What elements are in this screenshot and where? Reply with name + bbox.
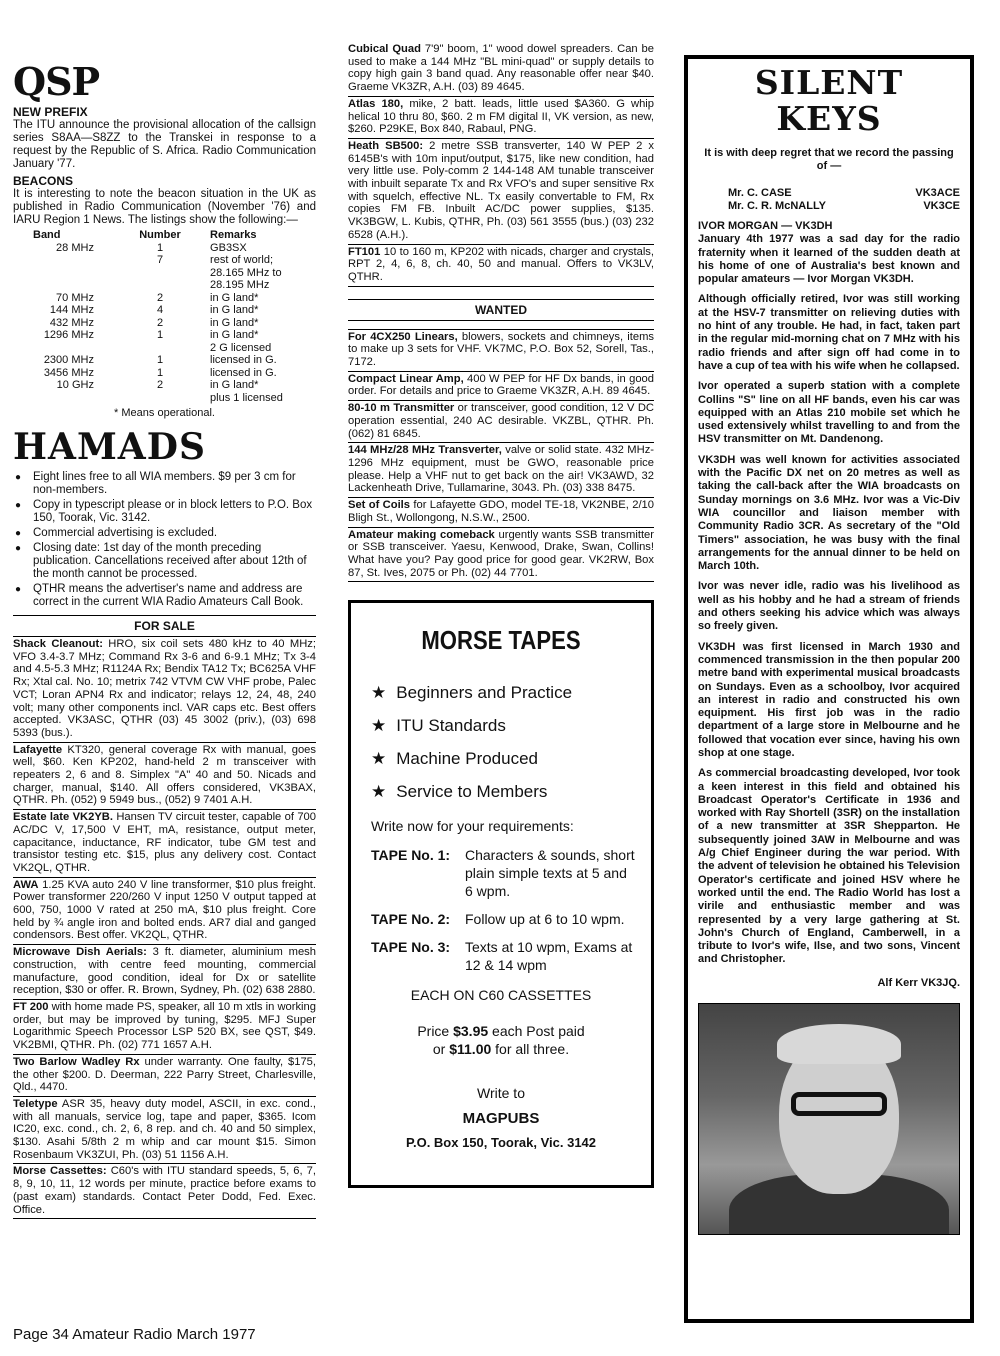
tape-entry — [371, 910, 639, 928]
ad-text: 10 to 160 m, KP202 with nicads, charger and crystals, RPT 2, 4, 6, 8, ch. 40, 50 and manual. Offers to VK3LV, QTHR. — [348, 245, 655, 283]
hamads-title: HAMADS — [13, 426, 206, 468]
obituary-paragraph: Ivor was never idle, radio was his livelihood as well as his hobby and he had a stream of friends and others seeking his advice which was always so freely given. — [698, 580, 960, 633]
classified-ad — [13, 1000, 316, 1055]
operational-note: * Means operational. — [114, 407, 215, 419]
beacons-table-header — [13, 229, 316, 242]
ad-text: 7'9" boom, 1" wood dowel spreaders. Can be used to make a 144 MHz "BL mini-quad" or supply details to copy high gain 3 band quad. Any reasonable offer near $40. Graeme VK3ZR, A.H. (03) 89 4645. — [348, 43, 655, 94]
tape-description: Follow up at 6 to 10 wpm. — [465, 911, 625, 928]
table-row — [13, 267, 316, 280]
band-cell: 3456 MHz — [43, 366, 94, 379]
deceased-name: Mr. C. R. McNALLY — [728, 200, 826, 212]
remarks-cell: 2 G licensed — [210, 341, 272, 354]
silent-keys-box — [684, 55, 974, 1323]
table-row — [13, 304, 316, 317]
deceased-name: Mr. C. CASE — [728, 187, 792, 199]
ad-text: or transceiver, good condition, 12 V DC operation essential, 240 AC desirable. VKZBL, QTHR. Ph. (062) 81 6845. — [348, 402, 654, 440]
ad-title: Heath SB500: — [348, 139, 424, 152]
ad-title: Estate late VK2YB. — [13, 811, 113, 824]
bullet-icon: ● — [15, 543, 22, 554]
number-cell — [132, 392, 188, 405]
ad-title: FT101 — [348, 245, 381, 258]
remarks-cell: GB3SX — [210, 241, 247, 254]
wanted-list — [348, 329, 654, 583]
price-line-2: or $11.00 for all three. — [432, 1041, 570, 1058]
list-item — [698, 187, 960, 200]
table-row — [13, 367, 316, 380]
morse-title: MORSE TAPES — [421, 625, 581, 656]
table-row — [13, 242, 316, 255]
star-icon: ★ — [371, 716, 387, 736]
publisher-address: P.O. Box 150, Toorak, Vic. 3142 — [405, 1135, 597, 1151]
ad-title: Amateur making comeback — [348, 528, 495, 541]
ad-title: Teletype — [13, 1097, 58, 1110]
band-cell: 70 MHz — [56, 291, 94, 304]
morse-tapes-ad — [348, 600, 654, 1188]
rule-text: Copy in typescript please or in block letters to P.O. Box 150, Toorak, Vic. 3142. — [33, 499, 313, 524]
each-on-cassettes: EACH ON C60 CASSETTES — [410, 987, 592, 1004]
remarks-cell: in G land* — [210, 316, 259, 329]
tape-description: Texts at 10 wpm, Exams at 12 & 14 wpm — [465, 939, 633, 974]
band-cell: 1296 MHz — [43, 329, 94, 341]
classified-ad — [13, 637, 316, 743]
list-item — [363, 676, 639, 709]
morse-item-label: Service to Members — [396, 782, 548, 802]
table-row — [13, 292, 316, 305]
bullet-icon: ● — [15, 528, 22, 539]
col-remarks: Remarks — [210, 229, 257, 241]
rule-text: Eight lines free to all WIA members. $9 per 3 cm for non-members. — [33, 471, 296, 496]
tape-label: TAPE No. 1: — [371, 847, 451, 864]
table-row — [13, 342, 316, 355]
remarks-cell: 28.195 MHz — [210, 279, 270, 291]
ad-text: 400 W PEP for HF Dx bands, in good order. For details and price to Graeme VK3ZR, A.H. 89 4645. — [348, 372, 654, 398]
band-cell — [13, 279, 132, 292]
ad-text: for Lafayette GDO, model TE-18, VK2NBE, 2/10 Bligh St., Wollongong, N.S.W., 2500. — [348, 499, 655, 524]
tape-label: TAPE No. 2: — [371, 911, 451, 928]
remarks-cell: licensed in G. — [210, 366, 277, 379]
column-left — [13, 59, 317, 1219]
table-row — [13, 279, 316, 292]
tape-description: Characters & sounds, short plain simple texts at 5 and 6 wpm. — [465, 847, 635, 900]
classified-ad — [13, 743, 316, 811]
rule-text: Closing date: 1st day of the month preceding publication. Cancellations received after about 12th of the month cannot be processed. — [33, 542, 307, 580]
morse-item-label: ITU Standards — [396, 716, 506, 736]
number-cell: 1 — [156, 354, 164, 366]
number-cell: 7 — [156, 254, 164, 266]
remarks-cell: 28.165 MHz to — [210, 266, 282, 279]
classified-ad — [348, 245, 654, 287]
classified-ad — [348, 443, 654, 498]
ad-text: ASR 35, heavy duty model, ASCII, in exc. cond., with all manuals, service log, tape and paper, $365. Icom IC20, exc. cond., ch. 2, 6, 8 rep. and ch. 40 and 50 simplex, $130. Asahi 5/8th 2 m whip and car mount $15. Simon Rosenbaum VK3ZUI, Ph. (03) 51 1156 A.H. — [13, 1097, 316, 1161]
ad-text: HRO, six coil sets 480 kHz to 40 MHz; VFO 3.4-3.7 MHz; Command Rx 3-6 and 6-9.1 MHz; Tx 3-4 and 4.5-5.3 MHz; R1124A Rx; Bendix TA12 Tx; BC625A VHF Rx; Xtal cal. No. 10; metrix 742 VTVM CW VHF probe, Palec VCT; Loran APN4 Rx and indicator; relays 12, 24, 48, 240 volt; many other components incl. VAR caps etc. Best offers accepted. VK3ASC, QTHR (03) 45 3002 (priv.), (03) 698 5393 (bus.). — [13, 638, 317, 739]
star-icon: ★ — [371, 749, 387, 769]
table-row — [13, 354, 316, 367]
col-number: Number — [139, 229, 181, 241]
ad-text: under warranty. One faulty, $175, the other $200. D. Deerman, 222 Parry Street, Charlesville, Qld., 4470. — [13, 1055, 317, 1094]
remarks-cell: rest of world; — [210, 254, 274, 266]
remarks-cell: in G land* — [210, 329, 259, 341]
qsp-title: QSP — [13, 59, 100, 104]
silent-keys-names — [698, 187, 960, 213]
table-row — [13, 392, 316, 405]
number-cell: 1 — [156, 366, 164, 379]
ad-text: 3 ft. diameter, aluminium mesh construction, with centre feed mounting, commercial manufacture, good condition, ideal for Dx or satellite reception, $30 or offer. R. Brown, Sydney, Ph. (02) 638 2880. — [13, 946, 316, 997]
number-cell: 1 — [156, 241, 164, 254]
morse-item-label: Machine Produced — [396, 749, 539, 769]
silent-keys-signature: Alf Kerr VK3JQ. — [877, 976, 960, 989]
callsign: VK3CE — [923, 200, 960, 212]
ad-text: 2 metre SSB transverter, 140 W PEP 2 x 6145B's with 10m input/output, $175, like new condition, had very little use. Poly-comm 2 144-148 AM tunable transceiver with inbuilt separate Tx and Rx VFO's and super sensitive Rx with squelch, effective NL. Tx easily convertable to FM, Rx copies FM FB. Inbuilt AC/DC power supplies, $135. VK3BGW, L. Kubis, QTHR, Ph. (03) 561 3555 (bus.) (03) 232 6528 (A.H.). — [348, 139, 654, 241]
band-cell: 2300 MHz — [43, 354, 94, 366]
table-row — [13, 254, 316, 267]
band-cell — [13, 342, 132, 355]
band-cell: 144 MHz — [49, 304, 94, 316]
beacons-text: It is interesting to note the beacon situation in the UK as published in Radio Communication (November '76) and IARU Region 1 News. The listings show the following:— — [13, 188, 316, 226]
list-item — [363, 742, 639, 775]
for-sale-heading: FOR SALE — [13, 615, 316, 637]
ad-text: valve or solid state. 432 MHz-1296 MHz equipment, must be GWO, reasonable price please. Help a VHF nut to get back on the air! VK3AWD, 32 Lackenheath Drive, Tullamarine, 3043. Ph. (03) 338 8475. — [348, 444, 655, 495]
remarks-cell: licensed in G. — [210, 354, 277, 366]
beacons-table — [13, 229, 316, 404]
tape-label: TAPE No. 3: — [371, 939, 451, 956]
rule-text: QTHR means the advertiser's name and address are correct in the current WIA Radio Amateurs Call Book. — [33, 583, 304, 608]
column-middle — [348, 42, 654, 1188]
ad-text: Hansen TV circuit tester, capable of 700 AC/DC V, 17,500 V EHT, mA, resistance, output meter, capacitance, inductance, RF indicator, tube GM test and transistor testing etc. $15, plus any delivery cost. Contact VK2QL, QTHR. — [13, 811, 316, 874]
ad-title: For 4CX250 Linears, — [348, 330, 458, 343]
silent-keys-intro: It is with deep regret that we record the passing of — — [704, 147, 954, 172]
classified-ad — [13, 1055, 316, 1097]
band-cell: 28 MHz — [56, 241, 94, 254]
ad-text: KT320, general coverage Rx with manual, goes well, $60. Ken KP202, hand-held 2 m transceiver with repeaters 2, 6 and 8. Simplex "A" 40 and 50. Nicads and charger, manual, $140. All offers considered, VK3BAX, QTHR. Ph. (052) 9 5949 bus., (052) 9 7401 A.H. — [13, 743, 316, 807]
bullet-icon: ● — [15, 500, 22, 511]
classified-ad — [348, 42, 654, 97]
band-cell — [13, 392, 132, 405]
rule-text: Commercial advertising is excluded. — [33, 527, 218, 539]
list-item — [13, 471, 316, 497]
table-row — [13, 329, 316, 342]
bullet-icon: ● — [15, 584, 22, 595]
number-cell: 4 — [156, 304, 164, 316]
table-row — [13, 379, 316, 392]
ad-title: Two Barlow Wadley Rx — [13, 1055, 140, 1068]
remarks-cell: plus 1 licensed — [210, 391, 283, 404]
wanted-heading: WANTED — [348, 299, 654, 321]
number-cell: 2 — [156, 316, 164, 329]
write-now-text: Write now for your requirements: — [371, 818, 574, 835]
col-band: Band — [33, 229, 61, 241]
morse-item-label: Beginners and Practice — [396, 683, 573, 703]
new-prefix-heading: NEW PREFIX — [13, 105, 88, 119]
classified-ad — [348, 528, 654, 583]
classified-ad — [13, 945, 316, 1000]
list-item — [363, 709, 639, 742]
obituary-paragraph: VK3DH was first licensed in March 1930 and commenced transmission in the then popular 200 metre band with experimental musical broadcasts on Sundays. Even as a schoolboy, Ivor acquired an interest in radio and constructed his own equipment. His first job was in the radio department of a large store in Melbourne and he followed that vocation ever since, having his own shop at one stage. — [698, 640, 960, 759]
ad-text: mike, 2 batt. leads, little used $A360. G whip helical 10 thru 80, $60. 2 m FM digital II, VK version, as new, $260. P29KE, Box 840, Rabaul, PNG. — [348, 97, 655, 136]
band-cell: 10 GHz — [56, 379, 94, 391]
for-sale-continued-list — [348, 42, 654, 287]
number-cell — [132, 279, 188, 292]
for-sale-list — [13, 637, 316, 1219]
silent-keys-title: SILENT KEYS — [754, 63, 904, 138]
number-cell: 2 — [156, 379, 164, 391]
band-cell — [13, 254, 132, 267]
bullet-icon: ● — [15, 472, 22, 483]
obituary-paragraph: Although officially retired, Ivor was still working at the HSV-7 transmitter on relieving duties with no hint of any trouble. He had, in fact, taken part in the regular mid-morning chat on 7 MHz with his radio friends and after sign off had come in to have a cup of tea with his wife when he collapsed. — [698, 293, 960, 372]
ad-text: blowers, sockets and chimneys, items to make up 3 sets for VHF. VK7MC, P.O. Box 52, Sorell, Tas., 7172. — [348, 330, 654, 369]
number-cell: 2 — [156, 291, 164, 304]
classified-ad — [13, 810, 316, 878]
ad-title: Compact Linear Amp, — [348, 372, 464, 385]
ad-text: with home made PS, speaker, all 10 m xtls in working order, but may be improved by tuning, $295. MFJ Super Logarithmic Speech Processor LSP 520 BX, see QST, $49. VK2BMI, QTHR. Ph. (02) 771 1657 A.H. — [13, 1000, 316, 1052]
page-footer: Page 34 Amateur Radio March 1977 — [13, 1326, 256, 1343]
classified-ad — [348, 401, 654, 443]
obituary-paragraph: VK3DH was well known for activities associated with the Pacific DX net on 20 metres as well as taking the call-back after the WIA broadcasts on Sunday mornings on 3.6 MHz. Ivor was a Vic-Div WIA councillor and liaison member with Community Radio 3CR. As secretary of the "Old Timers" association, he was busy with the final arrangements for the annual dinner to be held on March 10th. — [698, 453, 960, 573]
classified-ad — [13, 1164, 316, 1219]
classified-ad — [348, 498, 654, 527]
price-line-1: Price $3.95 each Post paid — [417, 1023, 585, 1040]
beacons-heading: BEACONS — [13, 174, 74, 188]
new-prefix-text: The ITU announce the provisional allocation of the callsign series S8AA—S8ZZ to the Transkei in response to a request by the Republic of S. Africa. Radio Communication January '77. — [13, 119, 316, 170]
ad-title: Shack Cleanout: — [13, 638, 103, 650]
tape-entry — [371, 846, 639, 900]
ad-text: 1.25 KVA auto 240 V line transformer, $10 plus freight. Power transformer 220/260 V input 1250 V output tapped at 600, 750, 1000 V rated at 250 mA, $10 plus freight. Core held by ¾ angle iron and bolted ends. AR7 dial and ganged condensors. Best offer. VK2QL, QTHR. — [13, 878, 317, 942]
classified-ad — [348, 330, 654, 372]
classified-ad — [348, 372, 654, 401]
list-item — [13, 583, 316, 609]
portrait-photo — [698, 1003, 960, 1235]
number-cell — [132, 342, 188, 355]
write-to-text: Write to — [477, 1085, 525, 1102]
ad-title: Lafayette — [13, 743, 63, 756]
list-item — [13, 499, 316, 525]
remarks-cell: in G land* — [210, 291, 259, 304]
classified-ad — [13, 878, 316, 946]
obituary-paragraph: Ivor operated a superb station with a complete Collins "S" line on all HF bands, even his car was equipped with an Atlas 210 mobile set which he used extensively whilst travelling to and from the HSV transmitter on Mt. Dandenong. — [698, 380, 960, 446]
star-icon: ★ — [371, 782, 387, 802]
number-cell — [132, 267, 188, 280]
classified-ad — [13, 1097, 316, 1165]
list-item — [698, 200, 960, 213]
ad-title: Microwave Dish Aerials: — [13, 946, 147, 959]
silent-keys-body — [698, 220, 960, 967]
ad-title: 144 MHz/28 MHz Transverter, — [348, 444, 502, 457]
list-item — [13, 542, 316, 581]
table-row — [13, 317, 316, 330]
band-cell: 432 MHz — [49, 316, 94, 329]
ad-title: AWA — [13, 878, 39, 891]
obituary-paragraph: As commercial broadcasting developed, Ivor took a keen interest in this field and obtained his Broadcast Operator's Certificate in 1936 and worked with Ray Shortell (3SR) on the installation of a new transmitter at 3SR Shepparton. He subsequently joined 3AW in Melbourne and was A/g Chief Engineer during the war period. With the advent of television he obtained his Television Operator's certificate and joined HSV where he worked until the end. The Radio World has lost a virile and enthusiastic member and was represented by a very large gathering at St. John's Church of England, Camberwell, in a tribute to Ivor's wife, Ilse, and two sons, Vincent and Christopher. — [698, 767, 961, 966]
classified-ad — [348, 139, 654, 245]
classified-ad — [348, 97, 654, 139]
number-cell: 1 — [156, 329, 164, 341]
ad-text: C60's with ITU standard speeds, 5, 6, 7, 8, 9, 10, 11, 12 words per minute, practice before exams to (past exam) standards. Contact Peter Dodd, Fed. Exec. Office. — [13, 1165, 317, 1216]
ad-title: 80-10 m Transmitter — [348, 402, 455, 415]
tape-entry — [371, 938, 639, 974]
remarks-cell: in G land* — [210, 304, 259, 316]
list-item — [363, 775, 639, 808]
band-cell — [13, 267, 132, 280]
list-item — [13, 527, 316, 540]
remarks-cell: in G land* — [210, 379, 259, 391]
ad-title: Atlas 180, — [348, 97, 404, 110]
ad-title: Morse Cassettes: — [13, 1165, 107, 1178]
obituary-paragraph: IVOR MORGAN — VK3DH January 4th 1977 was a sad day for the radio fraternity when it learned of the sudden death at his home of one of Australia's best known and popular amateurs — Ivor Morgan VK3DH. — [698, 220, 960, 286]
ad-title: Cubical Quad — [348, 43, 421, 55]
hamads-rules — [13, 471, 316, 609]
ad-title: FT 200 — [13, 1000, 49, 1013]
callsign: VK3ACE — [915, 187, 960, 199]
ad-text: urgently wants SSB transmitter or SSB transceiver. Yaesu, Kenwood, Drake, Swan, Collins! What have you? Pay good price for good gear. VK2RW, Box 87, St. Ives, 2075 or Ph. (02) 44 7701. — [348, 528, 654, 579]
star-icon: ★ — [371, 683, 387, 703]
publisher-name: MAGPUBS — [462, 1110, 540, 1128]
ad-title: Set of Coils — [348, 499, 411, 512]
